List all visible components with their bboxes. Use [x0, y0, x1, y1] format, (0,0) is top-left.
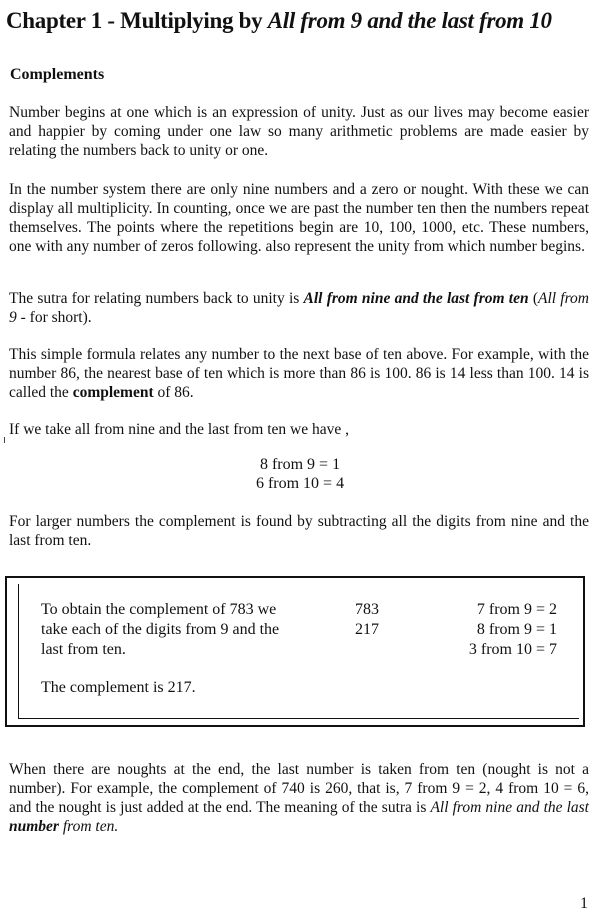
example-text-line-3: last from ten. [41, 641, 126, 658]
sutra-name: All from nine and the last from ten [303, 290, 529, 307]
paragraph-noughts [9, 760, 589, 836]
section-heading: Complements [10, 66, 105, 83]
noughts-italic-a: All from nine and the last [430, 799, 589, 816]
complement-term: complement [72, 384, 154, 401]
example-step-3: 3 from 10 = 7 [468, 641, 557, 658]
example-step-1: 7 from 9 = 2 [476, 601, 557, 618]
formula-text-a: This simple formula relates any number to the next base of ten above. For example, with the number 86, the nearest base of ten which is more than 86 is 100. 86 is 14 less than 100. 14 is called the [9, 346, 589, 401]
chapter-title-prefix: Chapter 1 - Multiplying by [6, 8, 268, 33]
example-text-line-1: To obtain the complement of 783 we [41, 601, 277, 618]
page-number: 1 [580, 895, 588, 912]
noughts-text: When there are noughts at the end, the last number is taken from ten (nought is not a number). For example, the complement of 740 is 260, that is, 7 from 9 = 2, 4 from 10 = 6, and the nought is just added at the end. The meaning of the sutra is [9, 761, 589, 816]
sutra-text-a: The sutra for relating numbers back to unity is [9, 290, 304, 307]
example-box [5, 576, 585, 727]
calc-line-2: 6 from 10 = 4 [255, 475, 345, 492]
chapter-title [6, 8, 600, 34]
print-mark [4, 437, 5, 443]
paragraph-intro-calc: If we take all from nine and the last from ten we have , [9, 421, 350, 438]
paragraph-formula [9, 345, 589, 402]
example-step-2: 8 from 9 = 1 [476, 621, 557, 638]
example-result: The complement is 217. [41, 679, 196, 696]
paragraph-larger-numbers: For larger numbers the complement is found by subtracting all the digits from nine and the last from ten. [9, 513, 589, 549]
example-number-top: 783 [355, 601, 379, 618]
chapter-title-italic: All from 9 and the last from 10 [267, 8, 552, 33]
paragraph-unity: Number begins at one which is an expression of unity. Just as our lives may become easier and happier by coming under one law so many arithmetic problems are made easier by relating the numbers back to unity or one. [9, 104, 589, 159]
example-text-line-2: take each of the digits from 9 and the [41, 621, 280, 638]
sutra-text-e: - for short). [16, 309, 92, 326]
calc-line-1: 8 from 9 = 1 [259, 456, 341, 473]
noughts-bold-number: number [9, 818, 59, 835]
example-number-bottom: 217 [355, 621, 379, 638]
noughts-italic-b: from ten. [58, 818, 119, 835]
sutra-text-c: ( [528, 290, 538, 307]
formula-text-c: of 86. [153, 384, 194, 401]
sutra-short-name: All from 9 [9, 290, 589, 326]
paragraph-sutra [9, 289, 589, 327]
paragraph-number-system: In the number system there are only nine numbers and a zero or nought. With these we can display all multiplicity. In counting, once we are past the number ten then the numbers repeat themselves. The points where the repetitions begin are 10, 100, 1000, etc. These numbers, one with any number of zeros following. also represent the unity from which number begins. [9, 181, 589, 255]
